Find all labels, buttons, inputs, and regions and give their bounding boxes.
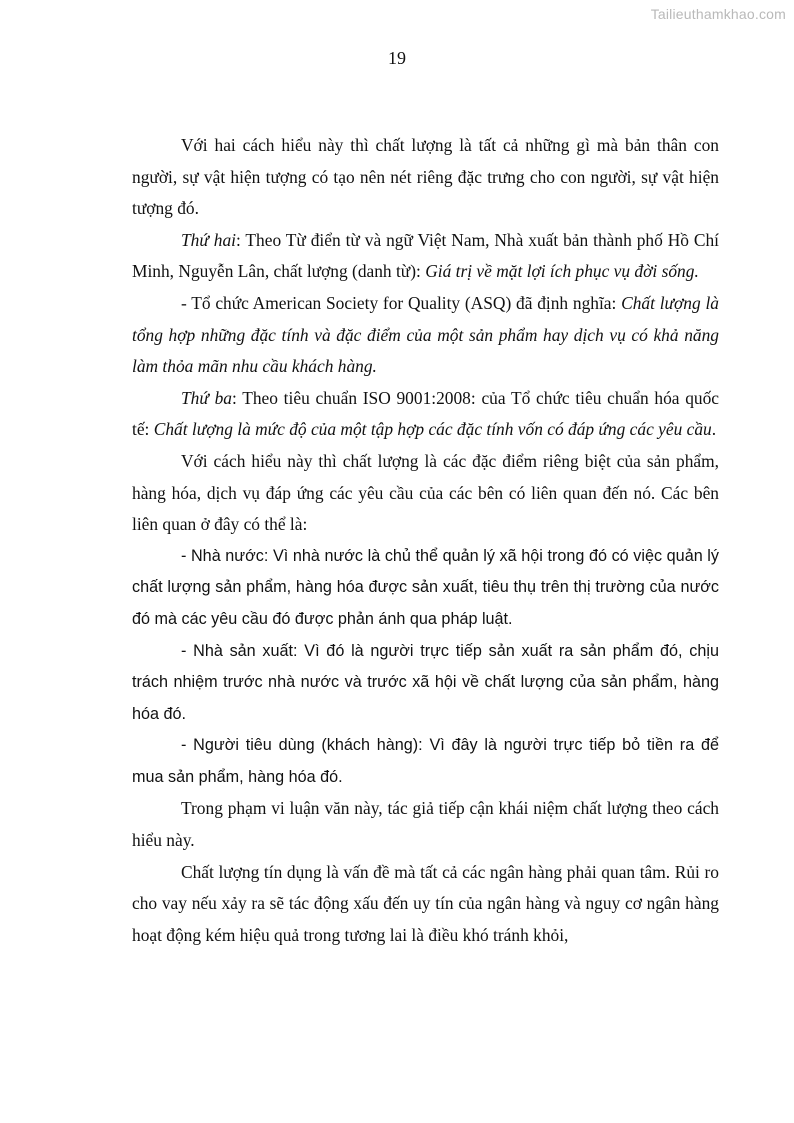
document-body bbox=[132, 130, 719, 951]
paragraph-7: - Nhà sản xuất: Vì đó là người trực tiếp sản xuất ra sản phẩm đó, chịu trách nhiệm trước nhà nước và trước xã hội về chất lượng của sản phẩm, hàng hóa đó. bbox=[132, 641, 719, 723]
paragraph-8: - Người tiêu dùng (khách hàng): Vì đây là người trực tiếp bỏ tiền ra để mua sản phẩm, hàng hóa đó. bbox=[132, 736, 719, 786]
watermark-text: Tailieuthamkhao.com bbox=[650, 6, 786, 22]
page-number: 19 bbox=[388, 48, 406, 68]
paragraph-3 bbox=[132, 288, 719, 383]
paragraph-3-text: - Tổ chức American Society for Quality (ASQ) đã định nghĩa: bbox=[181, 292, 622, 313]
paragraph-5: Với cách hiểu này thì chất lượng là các đặc điểm riêng biệt của sản phẩm, hàng hóa, dịch vụ đáp ứng các yêu cầu của các bên có liên quan đến nó. Các bên liên quan ở đây có thể là: bbox=[132, 450, 719, 535]
paragraph-2-quote: Giá trị về mặt lợi ích phục vụ đời sống. bbox=[425, 261, 699, 282]
paragraph-4-lead: Thứ ba bbox=[181, 387, 232, 408]
paragraph-4-tail: . bbox=[711, 419, 717, 440]
paragraph-4 bbox=[132, 383, 719, 446]
paragraph-4-quote: Chất lượng là mức độ của một tập hợp các đặc tính vốn có đáp ứng các yêu cầu bbox=[153, 419, 712, 440]
paragraph-1: Với hai cách hiểu này thì chất lượng là tất cả những gì mà bản thân con người, sự vật hiện tượng có tạo nên nét riêng đặc trưng cho con người, sự vật hiện tượng đó. bbox=[132, 135, 719, 219]
paragraph-9: Trong phạm vi luận văn này, tác giả tiếp cận khái niệm chất lượng theo cách hiểu này. bbox=[132, 798, 719, 851]
paragraph-10: Chất lượng tín dụng là vấn đề mà tất cả các ngân hàng phải quan tâm. Rủi ro cho vay nếu xảy ra sẽ tác động xấu đến uy tín của ngân hàng và nguy cơ ngân hàng hoạt động kém hiệu quả trong tương lai là điều khó tránh khỏi, bbox=[132, 861, 719, 945]
paragraph-3-quote: Chất lượng là tổng hợp những đặc tính và đặc điểm của một sản phẩm hay dịch vụ có khả năng làm thỏa mãn nhu cầu khách hàng. bbox=[132, 292, 719, 377]
paragraph-2-text: : Theo Từ điển từ và ngữ Việt Nam, Nhà xuất bản thành phố Hồ Chí Minh, Nguyễn Lân, chất lượng (danh từ): bbox=[132, 229, 719, 282]
paragraph-2-lead: Thứ hai bbox=[181, 229, 236, 250]
paragraph-6: - Nhà nước: Vì nhà nước là chủ thể quản lý xã hội trong đó có việc quản lý chất lượng sản phẩm, hàng hóa được sản xuất, tiêu thụ trên thị trường của nước đó mà các yêu cầu đó được phản ánh qua pháp luật. bbox=[132, 546, 719, 628]
paragraph-4-text: : Theo tiêu chuẩn ISO 9001:2008: của Tổ chức tiêu chuẩn hóa quốc tế: bbox=[132, 387, 720, 440]
paragraph-2 bbox=[132, 225, 719, 288]
